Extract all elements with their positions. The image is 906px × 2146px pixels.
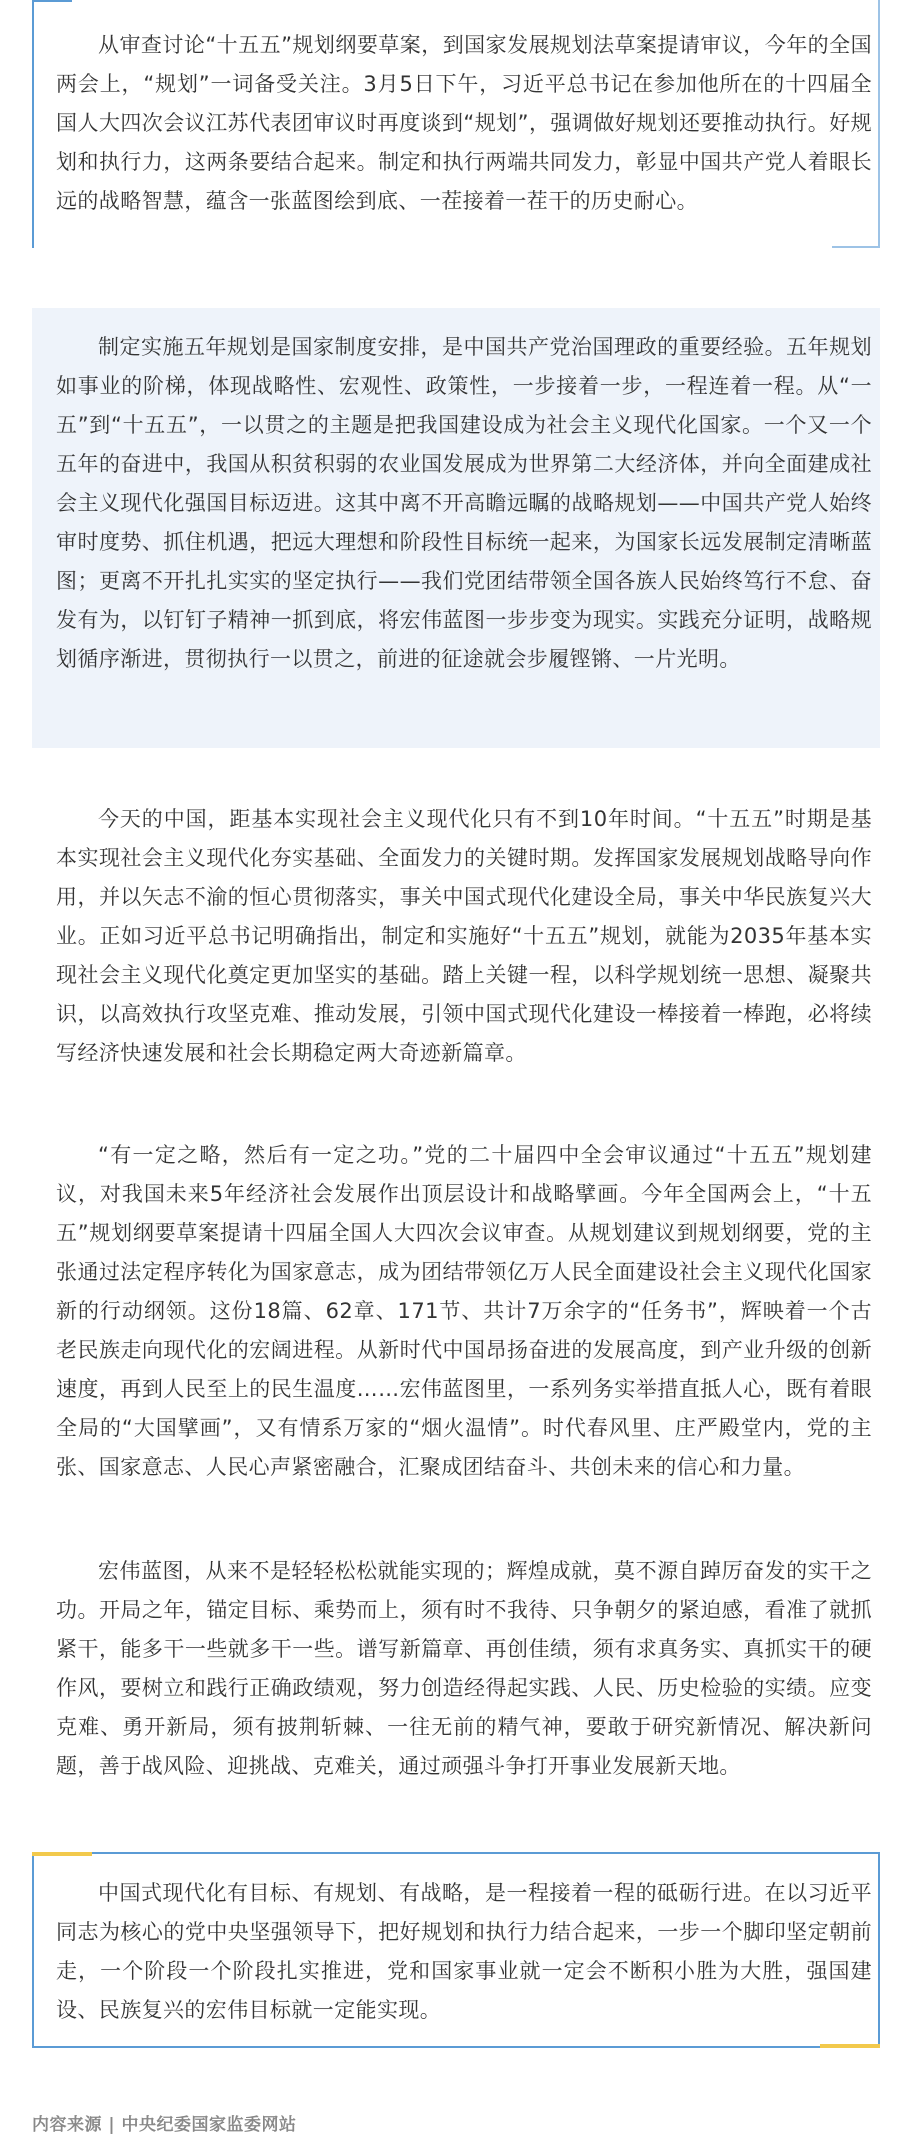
frame-right-bar: [878, 0, 880, 248]
accent-top-left: [32, 1852, 92, 1856]
content-source: 内容来源 | 中央纪委国家监委网站: [32, 2115, 297, 2135]
frame-left-line: [32, 1852, 34, 2048]
paragraph-blueprint: 宏伟蓝图，从来不是轻轻松松就能实现的；辉煌成就，莫不源自踔厉奋发的实干之功。开局之年，锚定目标、乘势而上，须有时不我待、只争朝夕的紧迫感，看准了就抓紧干，能多干一些就多干一些。谱写新篇章、再创佳绩，须有求真务实、真抓实干的硬作风，要树立和践行正确政绩观，努力创造经得起实践、人民、历史检验的实绩。应变克难、勇开新局，须有披荆斩棘、一往无前的精气神，要敢于研究新情况、解决新问题，善于战风险、迎挑战、克难关，通过顽强斗争打开事业发展新天地。: [56, 1559, 872, 1778]
frame-bottom-line: [32, 2046, 880, 2048]
paragraph-today-china: 今天的中国，距基本实现社会主义现代化只有不到10年时间。“十五五”时期是基本实现社会主义现代化夯实基础、全面发力的关键时期。发挥国家发展规划战略导向作用，并以矢志不渝的恒心贯彻落实，事关中国式现代化建设全局，事关中华民族复兴大业。正如习近平总书记明确指出，制定和实施好“十五五”规划，就能为2035年基本实现社会主义现代化奠定更加坚实的基础。踏上关键一程，以科学规划统一思想、凝聚共识，以高效执行攻坚克难、推动发展，引领中国式现代化建设一棒接着一棒跑，必将续写经济快速发展和社会长期稳定两大奇迹新篇章。: [56, 807, 872, 1065]
conclusion-paragraph: 中国式现代化有目标、有规划、有战略，是一程接着一程的砥砺行进。在以习近平同志为核心的党中央坚强领导下，把好规划和执行力结合起来，一步一个脚印坚定朝前走，一个阶段一个阶段扎实推进，党和国家事业就一定会不断积小胜为大胜，强国建设、民族复兴的宏伟目标就一定能实现。: [56, 1881, 872, 2022]
paragraph-five-year-plans: 制定实施五年规划是国家制度安排，是中国共产党治国理政的重要经验。五年规划如事业的阶梯，体现战略性、宏观性、政策性，一步接着一步，一程连着一程。从“一五”到“十五五”，一以贯之的主题是把我国建设成为社会主义现代化国家。一个又一个五年的奋进中，我国从积贫积弱的农业国发展成为世界第二大经济体，并向全面建成社会主义现代化强国目标迈进。这其中离不开高瞻远瞩的战略规划——中国共产党人始终审时度势、抓住机遇，把远大理想和阶段性目标统一起来，为国家长远发展制定清晰蓝图；更离不开扎扎实实的坚定执行——我们党团结带领全国各族人民始终笃行不怠、奋发有为，以钉钉子精神一抓到底，将宏伟蓝图一步步变为现实。实践充分证明，战略规划循序渐进，贯彻执行一以贯之，前进的征途就会步履铿锵、一片光明。: [56, 335, 872, 671]
frame-bottom-bar: [832, 246, 880, 248]
accent-bottom-right: [820, 2044, 880, 2048]
frame-right-line: [878, 1852, 880, 2048]
intro-paragraph: 从审查讨论“十五五”规划纲要草案，到国家发展规划法草案提请审议，今年的全国两会上，“规划”一词备受关注。3月5日下午，习近平总书记在参加他所在的十四届全国人大四次会议江苏代表团审议时再度谈到“规划”，强调做好规划还要推动执行。好规划和执行力，这两条要结合起来。制定和执行两端共同发力，彰显中国共产党人着眼长远的战略智慧，蕴含一张蓝图绘到底、一茬接着一茬干的历史耐心。: [56, 33, 872, 213]
frame-top-bar: [32, 0, 72, 2]
paragraph-strategy-work: “有一定之略，然后有一定之功。”党的二十届四中全会审议通过“十五五”规划建议，对我国未来5年经济社会发展作出顶层设计和战略擘画。今年全国两会上，“十五五”规划纲要草案提请十四届全国人大四次会议审查。从规划建议到规划纲要，党的主张通过法定程序转化为国家意志，成为团结带领亿万人民全面建设社会主义现代化国家新的行动纲领。这份18篇、62章、171节、共计7万余字的“任务书”，辉映着一个古老民族走向现代化的宏阔进程。从新时代中国昂扬奋进的发展高度，到产业升级的创新速度，再到人民至上的民生温度……宏伟蓝图里，一系列务实举措直抵人心，既有着眼全局的“大国擘画”，又有情系万家的“烟火温情”。时代春风里、庄严殿堂内，党的主张、国家意志、人民心声紧密融合，汇聚成团结奋斗、共创未来的信心和力量。: [56, 1143, 872, 1479]
frame-left-bar: [32, 0, 34, 248]
frame-top-line: [32, 1852, 880, 1854]
